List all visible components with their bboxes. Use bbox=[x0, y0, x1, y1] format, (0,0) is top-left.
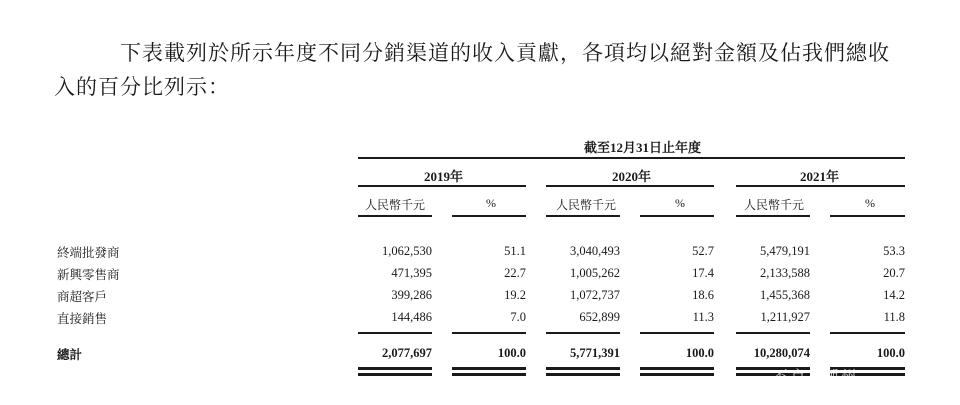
year-rule-2021 bbox=[736, 185, 905, 187]
double-underline bbox=[452, 373, 526, 376]
row-label-direct-sales: 直接銷售 bbox=[57, 311, 108, 326]
table-caption: 截至12月31日止年度 bbox=[584, 140, 702, 155]
total-top-rule bbox=[358, 332, 432, 334]
total-cell: 100.0 bbox=[685, 346, 714, 360]
percent-header-2019: % bbox=[486, 196, 496, 210]
total-cell: 100.0 bbox=[497, 346, 526, 360]
table-cell: 14.2 bbox=[883, 288, 905, 302]
total-top-rule bbox=[546, 332, 620, 334]
total-top-rule bbox=[736, 332, 810, 334]
double-underline bbox=[452, 367, 526, 370]
table-cell: 7.0 bbox=[510, 310, 526, 324]
table-cell: 399,286 bbox=[391, 288, 432, 302]
subheader-rule bbox=[830, 215, 905, 217]
year-rule-2019 bbox=[358, 185, 526, 187]
row-label-terminal-wholesalers: 終端批發商 bbox=[57, 245, 120, 260]
year-header-2021: 2021年 bbox=[800, 169, 840, 184]
table-cell: 52.7 bbox=[692, 244, 714, 258]
year-header-2019: 2019年 bbox=[424, 169, 464, 184]
row-label-emerging-retailers: 新興零售商 bbox=[57, 267, 120, 282]
table-cell: 11.8 bbox=[883, 310, 905, 324]
table-cell: 471,395 bbox=[391, 266, 432, 280]
table-cell: 22.7 bbox=[504, 266, 526, 280]
double-underline bbox=[546, 367, 620, 370]
row-label-total: 總計 bbox=[57, 347, 83, 362]
table-cell: 144,486 bbox=[391, 310, 432, 324]
intro-line-1: 下表載列於所示年度不同分銷渠道的收入貢獻，各項均以絕對金額及佔我們總收 bbox=[120, 41, 890, 65]
table-cell: 1,062,530 bbox=[382, 244, 432, 258]
table-cell: 1,211,927 bbox=[760, 310, 810, 324]
table-cell: 1,455,368 bbox=[760, 288, 810, 302]
table-cell: 17.4 bbox=[692, 266, 714, 280]
table-cell: 53.3 bbox=[883, 244, 905, 258]
table-cell: 3,040,493 bbox=[570, 244, 620, 258]
subheader-rule bbox=[640, 215, 714, 217]
double-underline bbox=[546, 373, 620, 376]
table-cell: 5,479,191 bbox=[760, 244, 810, 258]
amount-header-2019: 人民幣千元 bbox=[365, 198, 426, 212]
table-cell: 19.2 bbox=[504, 288, 526, 302]
table-cell: 652,899 bbox=[579, 310, 620, 324]
table-cell: 2,133,588 bbox=[760, 266, 810, 280]
caption-rule bbox=[358, 157, 905, 159]
total-cell: 2,077,697 bbox=[382, 346, 432, 360]
intro-line-2: 入的百分比列示： bbox=[54, 75, 230, 99]
table-cell: 18.6 bbox=[692, 288, 714, 302]
subheader-rule bbox=[736, 215, 810, 217]
percent-header-2021: % bbox=[865, 196, 875, 210]
table-cell: 11.3 bbox=[692, 310, 714, 324]
total-cell: 100.0 bbox=[876, 346, 905, 360]
double-underline bbox=[358, 367, 432, 370]
subheader-rule bbox=[452, 215, 526, 217]
double-underline bbox=[640, 373, 714, 376]
table-cell: 1,072,737 bbox=[570, 288, 620, 302]
year-header-2020: 2020年 bbox=[612, 169, 652, 184]
total-cell: 5,771,391 bbox=[570, 346, 620, 360]
double-underline bbox=[358, 373, 432, 376]
table-cell: 20.7 bbox=[883, 266, 905, 280]
subheader-rule bbox=[358, 215, 432, 217]
total-top-rule bbox=[640, 332, 714, 334]
amount-header-2021: 人民幣千元 bbox=[744, 198, 805, 212]
row-label-supermarket-customers: 商超客戶 bbox=[57, 289, 108, 304]
total-cell: 10,280,074 bbox=[753, 346, 810, 360]
amount-header-2020: 人民幣千元 bbox=[556, 198, 617, 212]
year-rule-2020 bbox=[546, 185, 714, 187]
total-top-rule bbox=[830, 332, 905, 334]
table-cell: 1,005,262 bbox=[570, 266, 620, 280]
percent-header-2020: % bbox=[675, 196, 685, 210]
double-underline bbox=[640, 367, 714, 370]
total-top-rule bbox=[452, 332, 526, 334]
subheader-rule bbox=[546, 215, 620, 217]
watermark: 不京 /潮州 bbox=[772, 367, 859, 386]
table-cell: 51.1 bbox=[504, 244, 526, 258]
